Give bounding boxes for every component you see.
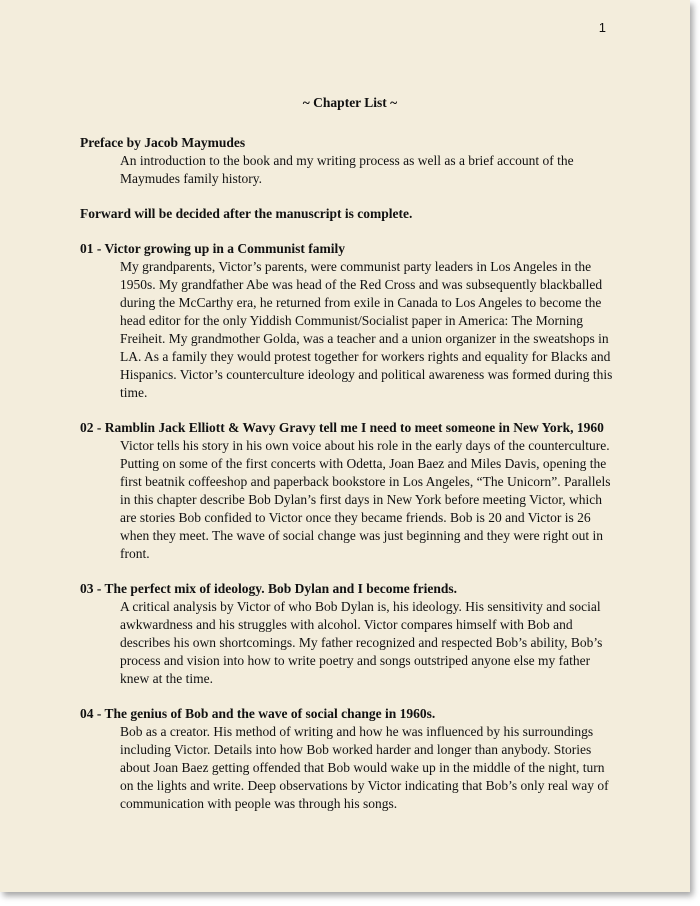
entry-description: Victor tells his story in his own voice about his role in the early days of the counterculture. Putting on some of the first concerts with Odetta, Joan Baez and Miles Davis, opening the first beatnik coffeeshop and paperback bookstore in Los Angeles, “The Unicorn”. Parallels in this chapter describe Bob Dylan’s first days in New York before meeting Victor, which are stories Bob confided to Victor once they became friends. Bob is 20 and Victor is 26 when they meet. The wave of social change was just beginning and they were right out in front. (120, 438, 611, 561)
entry-description: Bob as a creator. His method of writing and how he was influenced by his surroundings including Victor. Details into how Bob worked harder and longer than anybody. Stories about Joan Baez getting offended that Bob would wake up in the middle of the night, turn on the lights and write. Deep observations by Victor indicating that Bob’s only real way of communication with people was through his songs. (120, 724, 609, 811)
page-title: ~ Chapter List ~ (302, 95, 398, 110)
entry-description: A critical analysis by Victor of who Bob Dylan is, his ideology. His sensitivity and social awkwardness and his struggles with alcohol. Victor compares himself with Bob and describes his own shortcomings. My father recognized and respected Bob’s ability, Bob’s process and vision into how to write poetry and songs outstriped anyone else my father knew at the time. (120, 599, 603, 686)
chapter-list (80, 95, 620, 830)
entry-heading: 02 - Ramblin Jack Elliott & Wavy Gravy tell me I need to meet someone in New York, 1960 (80, 420, 604, 435)
entry-description: My grandparents, Victor’s parents, were communist party leaders in Los Angeles in the 1950s. My grandfather Abe was head of the Red Cross and was subsequently blackballed during the McCarthy era, he returned from exile in Canada to Los Angeles to become the head editor for the only Yiddish Communist/Socialist paper in America: The Morning Freiheit. My grandmother Golda, was a teacher and a union organizer in the sweatshops in LA. As a family they would protest together for workers rights and equality for Blacks and Hispanics. Victor’s counterculture ideology and political awareness was formed during this time. (120, 259, 613, 400)
entry-description: An introduction to the book and my writing process as well as a brief account of the Maymudes family history. (120, 153, 574, 186)
entry-heading: Preface by Jacob Maymudes (80, 135, 246, 150)
entry-heading: 01 - Victor growing up in a Communist family (80, 241, 346, 256)
chapter-entry-04 (80, 705, 620, 813)
entry-heading: 04 - The genius of Bob and the wave of social change in 1960s. (80, 706, 436, 721)
chapter-entry-01 (80, 240, 620, 402)
entry-heading: Forward will be decided after the manuscript is complete. (80, 206, 413, 221)
chapter-entry-preface (80, 134, 620, 188)
page-number: 1 (598, 20, 606, 35)
chapter-entry-forward (80, 205, 620, 223)
chapter-entry-03 (80, 580, 620, 688)
chapter-entry-02 (80, 419, 620, 563)
entry-heading: 03 - The perfect mix of ideology. Bob Dylan and I become friends. (80, 581, 457, 596)
